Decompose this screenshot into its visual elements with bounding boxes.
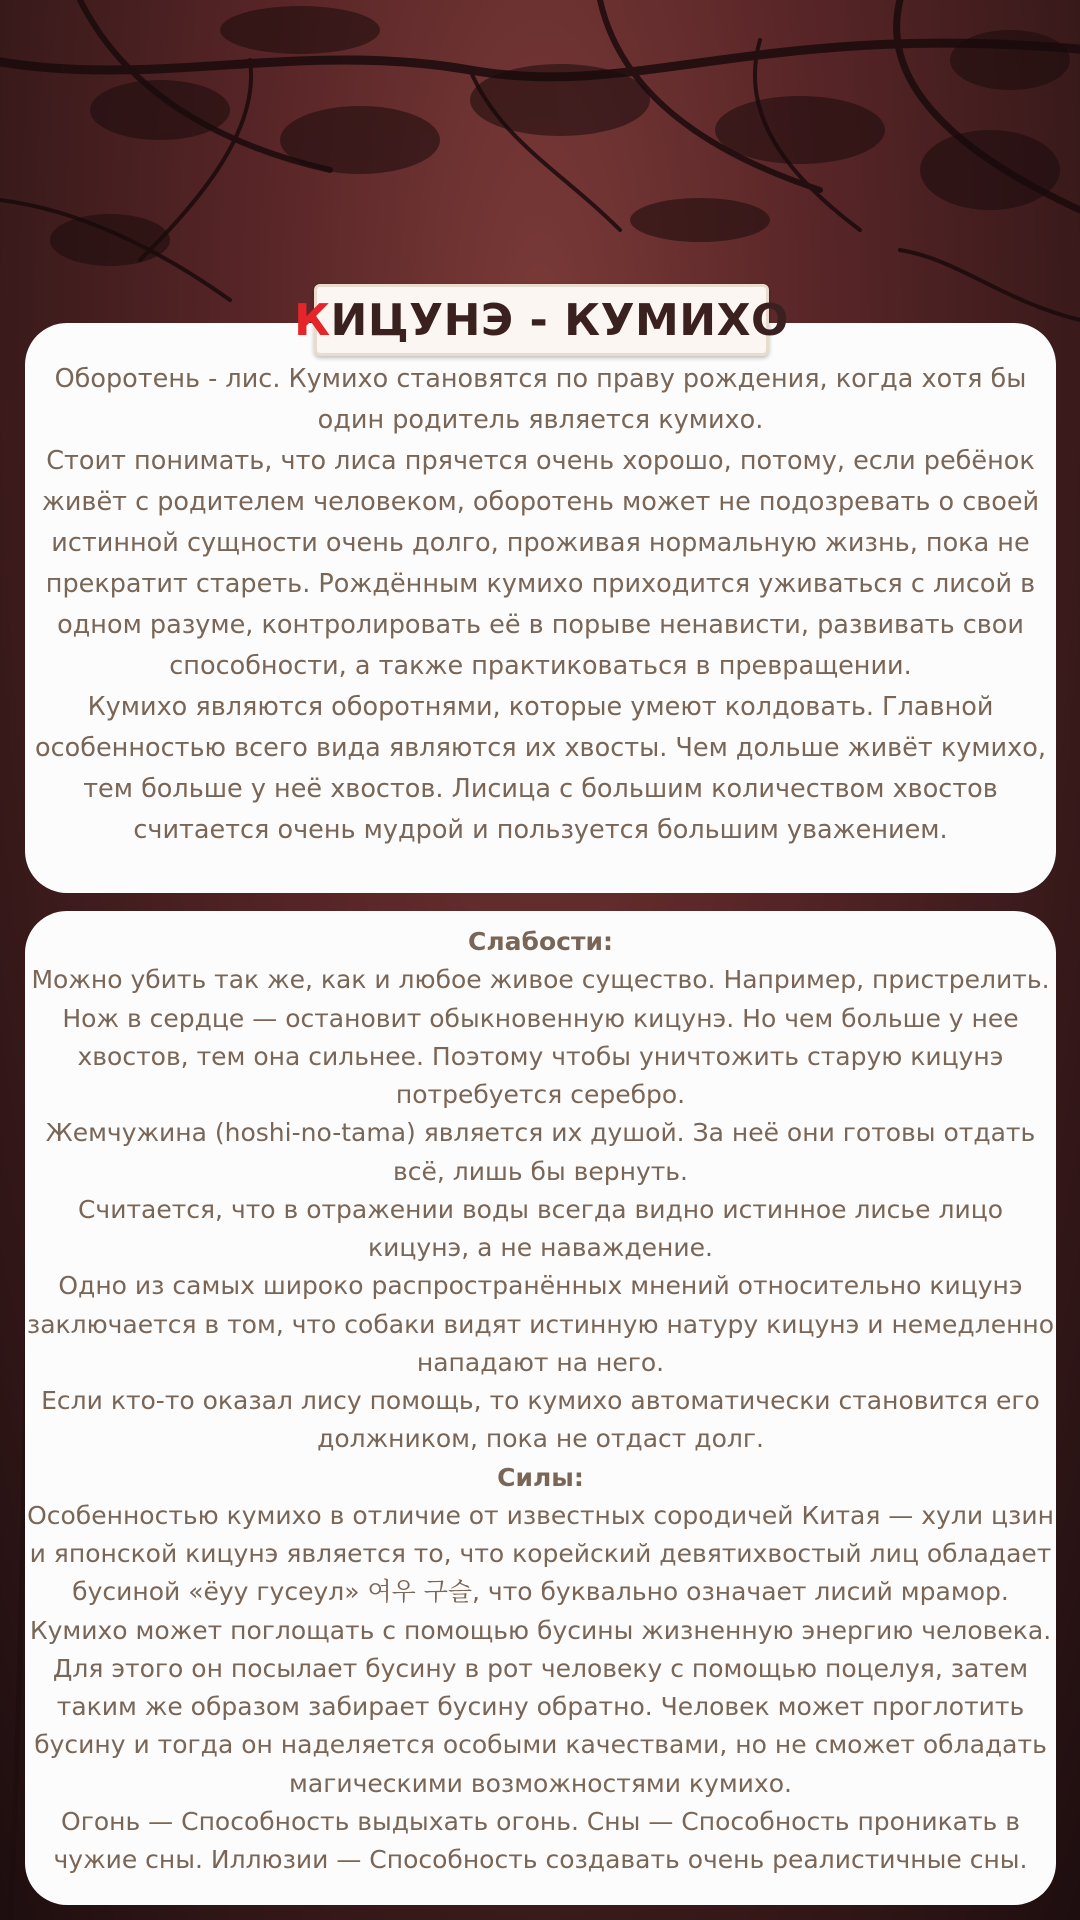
weaknesses-heading: Слабости: (468, 927, 613, 956)
intro-card (25, 323, 1056, 893)
weaknesses-powers-card (25, 911, 1056, 1905)
weakness-paragraph: Жемчужина (hoshi-no-tama) является их душой. За неё они готовы отдать всё, лишь бы вернуть. (45, 1118, 1036, 1186)
power-paragraph: Кумихо может поглощать с помощью бусины жизненную энергию человека. Для этого он посылает бусину в рот человеку с помощью поцелуя, затем таким же образом забирает бусину обратно. Человек может проглотить бусину и тогда он наделяется особыми качествами, но не сможет обладать магическими возможностями кумихо. (29, 1615, 1052, 1798)
title-badge (294, 284, 789, 356)
powers-heading: Силы: (497, 1462, 584, 1492)
weakness-paragraph: Если кто-то оказал лису помощь, то кумихо автоматически становится его должником, пока не отдаст долг. (41, 1386, 1040, 1454)
title-rest: ИЦУНЭ - КУМИХО (330, 294, 789, 346)
intro-paragraph: Кумихо являются оборотнями, которые умеют колдовать. Главной особенностью всего вида являются их хвосты. Чем дольше живёт кумихо, тем больше у неё хвостов. Лисица с большим количеством хвостов считается очень мудрой и пользуется большим уважением. (35, 692, 1046, 845)
intro-paragraph: Оборотень - лис. Кумихо становятся по праву рождения, когда хотя бы один родитель является кумихо. (54, 364, 1027, 435)
weakness-paragraph: Можно убить так же, как и любое живое существо. Например, пристрелить. Нож в сердце — остановит обыкновенную кицунэ. Но чем больше у нее хвостов, тем она сильнее. Поэтому чтобы уничтожить старую кицунэ потребуется серебро. (31, 965, 1050, 1109)
page-title (294, 295, 789, 346)
power-paragraph: Огонь — Способность выдыхать огонь. Сны — Способность проникать в чужие сны. Иллюзии — Способность создавать очень реалистичные сны. (53, 1806, 1028, 1874)
power-paragraph: Особенностью кумихо в отличие от известных сородичей Китая — хули цзин и японской кицунэ является то, что корейский девятихвостый лиц обладает бусиной «ёуу гусеул» 여우 구슬, что буквально означает лисий мрамор. (27, 1500, 1054, 1607)
weakness-paragraph: Считается, что в отражении воды всегда видно истинное лисье лицо кицунэ, а не наваждение. (77, 1194, 1004, 1262)
intro-paragraph: Стоит понимать, что лиса прячется очень хорошо, потому, если ребёнок живёт с родителем человеком, оборотень может не подозревать о своей истинной сущности очень долго, проживая нормальную жизнь, пока не прекратит стареть. Рождённым кумихо приходится уживаться с лисой в одном разуме, контролировать её в порыве ненависти, развивать свои способности, а также практиковаться в превращении. (41, 446, 1040, 681)
weakness-paragraph: Одно из самых широко распространённых мнений относительно кицунэ заключается в том, что собаки видят истинную натуру кицунэ и немедленно нападают на него. (26, 1271, 1055, 1377)
title-first-letter: К (294, 294, 331, 346)
